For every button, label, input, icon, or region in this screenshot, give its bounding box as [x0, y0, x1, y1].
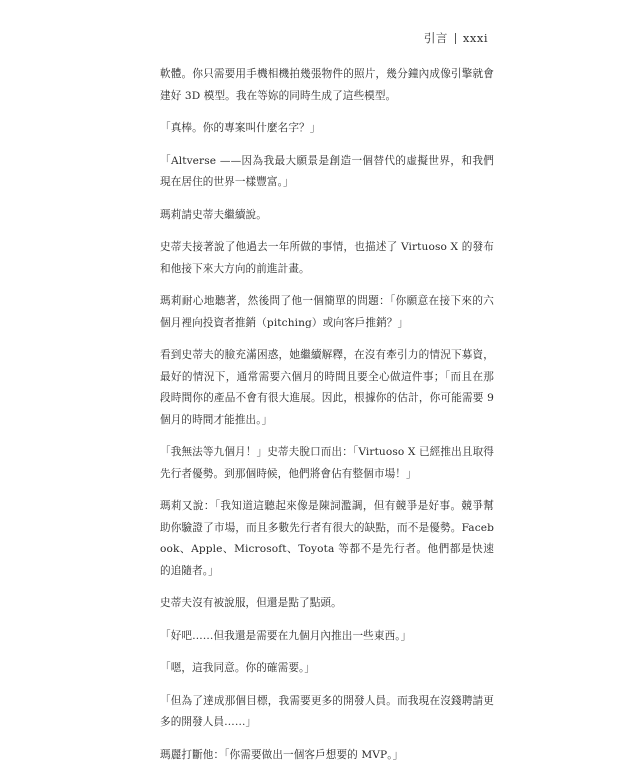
paragraph-9: 瑪莉又說：「我知道這聽起來像是陳詞濫調，但有競爭是好事。競爭幫助你驗證了市場，而且多數先行者有很大的缺點，而不是優勢。Facebook、Apple、Microsoft、Toyota 等都不是先行者。他們都是快速的追隨者。」 [160, 500, 494, 577]
paragraph-6: 瑪莉耐心地聽著，然後問了他一個簡單的問題：「你願意在接下來的六個月裡向投資者推銷（pitching）或向客戶推銷？」 [160, 295, 494, 329]
paragraph-7: 看到史蒂夫的臉充滿困惑，她繼續解釋，在沒有牽引力的情況下募資，最好的情況下，通常需要六個月的時間且要全心做這件事；「而且在那段時間你的產品不會有很大進展。因此，根據你的估計，你可能需要 9 個月的時間才能推出。」 [160, 349, 494, 426]
paragraph-3: 「Altverse ——因為我最大願景是創造一個替代的虛擬世界，和我們現在居住的世界一樣豐富。」 [160, 154, 494, 188]
page-number: xxxi [462, 31, 488, 45]
paragraph-13: 「但為了達成那個目標，我需要更多的開發人員。而我現在沒錢聘請更多的開發人員……」 [160, 694, 494, 728]
body-text [160, 64, 494, 777]
header-divider [455, 33, 456, 44]
paragraph-8: 「我無法等九個月！」史蒂夫脫口而出：「Virtuoso X 已經推出且取得先行者優勢。到那個時候，他們將會佔有整個市場！」 [160, 446, 494, 480]
paragraph-1: 軟體。你只需要用手機相機拍幾張物件的照片，幾分鐘內成像引擎就會建好 3D 模型。我在等妳的同時生成了這些模型。 [160, 68, 494, 102]
paragraph-4: 瑪莉請史蒂夫繼續說。 [160, 208, 267, 221]
paragraph-10: 史蒂夫沒有被說服，但還是點了點頭。 [160, 597, 342, 609]
paragraph-5: 史蒂夫接著說了他過去一年所做的事情，也描述了 Virtuoso X 的發布和他接下來大方向的前進計畫。 [160, 241, 494, 275]
chapter-title: 引言 [423, 31, 448, 45]
paragraph-11: 「好吧……但我還是需要在九個月內推出一些東西。」 [160, 629, 412, 642]
paragraph-12: 「嗯，這我同意。你的確需要。」 [160, 662, 316, 674]
paragraph-14: 瑪麗打斷他：「你需要做出一個客戶想要的 MVP。」 [160, 748, 404, 761]
running-header [424, 30, 488, 46]
paragraph-2: 「真棒。你的專案叫什麼名字？」 [160, 122, 321, 134]
